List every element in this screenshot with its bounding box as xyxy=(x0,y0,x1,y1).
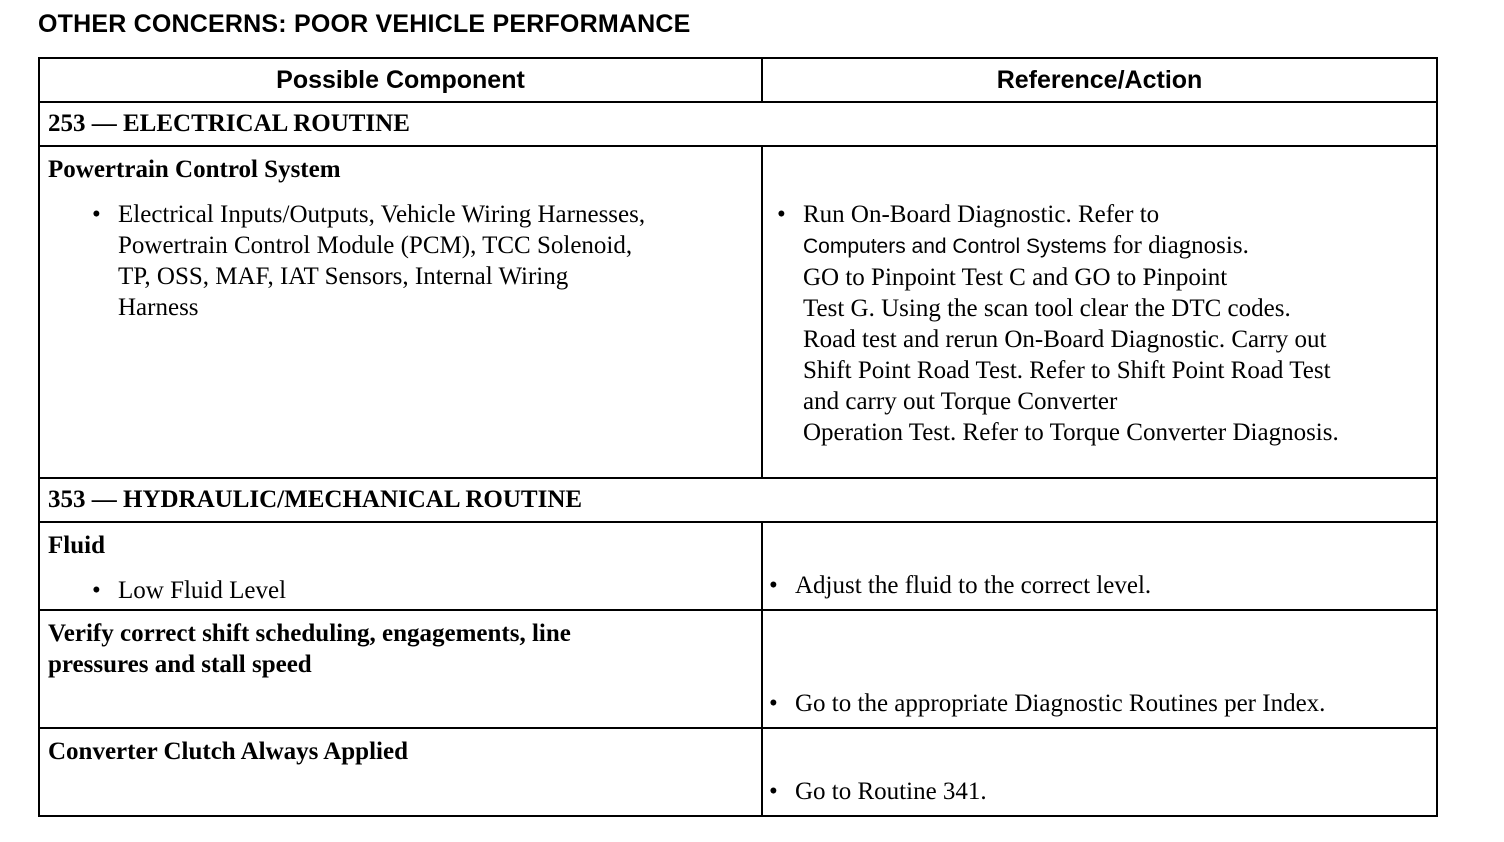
column-header-action: Reference/Action xyxy=(762,58,1437,102)
bullet-icon: • xyxy=(769,778,778,805)
action-text-line: Run On-Board Diagnostic. Refer to xyxy=(803,201,1160,228)
action-text-line: Shift Point Road Test. Refer to Shift Point Road Test xyxy=(803,357,1331,384)
component-heading: Verify correct shift scheduling, engagements, line xyxy=(48,620,571,647)
action-text: Go to the appropriate Diagnostic Routines per Index. xyxy=(795,690,1326,717)
list-item xyxy=(769,776,1428,807)
component-cell xyxy=(39,728,762,816)
list-item xyxy=(48,199,753,323)
section-row xyxy=(39,478,1437,522)
action-text: Adjust the fluid to the correct level. xyxy=(795,572,1152,599)
component-text-line: Electrical Inputs/Outputs, Vehicle Wiring Harnesses, xyxy=(118,201,646,228)
bullet-icon: • xyxy=(777,201,786,228)
component-text-line: Powertrain Control Module (PCM), TCC Solenoid, xyxy=(118,232,633,259)
bullet-icon: • xyxy=(769,690,778,717)
component-heading: pressures and stall speed xyxy=(48,651,312,678)
component-heading: Fluid xyxy=(48,532,105,559)
list-item xyxy=(771,199,1428,448)
action-text-line: Road test and rerun On-Board Diagnostic. Carry out xyxy=(803,326,1327,353)
list-item xyxy=(769,570,1428,601)
table-row xyxy=(39,522,1437,610)
action-cell xyxy=(762,522,1437,610)
list-item xyxy=(48,575,753,606)
action-text-line: and carry out Torque Converter xyxy=(803,388,1118,415)
table-row xyxy=(39,610,1437,728)
section-hydraulic: 353 — HYDRAULIC/MECHANICAL ROUTINE xyxy=(39,478,1437,522)
column-header-component: Possible Component xyxy=(39,58,762,102)
section-row xyxy=(39,102,1437,146)
action-text-fragment: for diagnosis. xyxy=(1106,232,1249,259)
component-text-line: Harness xyxy=(118,294,199,321)
action-text-line xyxy=(803,230,1420,262)
diagnostic-table xyxy=(38,57,1438,817)
bullet-icon: • xyxy=(769,572,778,599)
component-cell xyxy=(39,610,762,728)
bullet-icon: • xyxy=(92,201,101,228)
action-cell xyxy=(762,610,1437,728)
component-text: Low Fluid Level xyxy=(118,577,287,604)
list-item xyxy=(769,688,1428,719)
component-cell xyxy=(39,522,762,610)
reference-link[interactable]: Computers and Control Systems xyxy=(803,235,1107,258)
component-cell xyxy=(39,146,762,478)
component-text-line: TP, OSS, MAF, IAT Sensors, Internal Wiring xyxy=(118,263,569,290)
action-cell xyxy=(762,146,1437,478)
section-electrical: 253 — ELECTRICAL ROUTINE xyxy=(39,102,1437,146)
action-text-line: Test G. Using the scan tool clear the DTC codes. xyxy=(803,295,1291,322)
table-row xyxy=(39,728,1437,816)
page-title: OTHER CONCERNS: POOR VEHICLE PERFORMANCE xyxy=(38,10,691,38)
table-header-row xyxy=(39,58,1437,102)
action-text-line: GO to Pinpoint Test C and GO to Pinpoint xyxy=(803,264,1228,291)
action-cell xyxy=(762,728,1437,816)
component-heading: Powertrain Control System xyxy=(48,156,341,183)
bullet-icon: • xyxy=(92,577,101,604)
action-text: Go to Routine 341. xyxy=(795,778,987,805)
table-row xyxy=(39,146,1437,478)
action-text-line: Operation Test. Refer to Torque Converter Diagnosis. xyxy=(803,419,1339,446)
component-heading: Converter Clutch Always Applied xyxy=(48,738,408,765)
